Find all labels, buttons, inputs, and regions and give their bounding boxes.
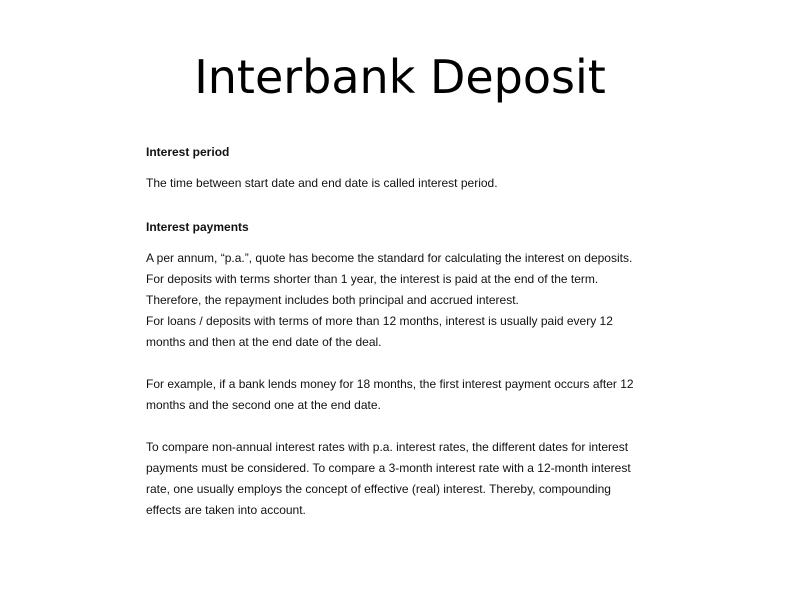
heading-interest-period: Interest period bbox=[146, 145, 230, 159]
spacer bbox=[146, 162, 666, 173]
text-line: months and then at the end date of the deal. bbox=[146, 335, 382, 349]
spacer bbox=[146, 416, 666, 437]
text-line: To compare non-annual interest rates with p.a. interest rates, the different dates for interest bbox=[146, 440, 629, 454]
spacer bbox=[146, 353, 666, 374]
text-line: effects are taken into account. bbox=[146, 503, 306, 517]
paragraph-example bbox=[146, 374, 666, 416]
slide-title: Interbank Deposit bbox=[194, 50, 606, 104]
text-line: A per annum, “p.a.”, quote has become the standard for calculating the interest on deposits. bbox=[146, 251, 633, 265]
paragraph-per-annum bbox=[146, 248, 666, 353]
text-line: payments must be considered. To compare a 3-month interest rate with a 12-month interest bbox=[146, 461, 631, 475]
paragraph-interest-period bbox=[146, 173, 666, 194]
spacer bbox=[146, 237, 666, 248]
text-line: months and the second one at the end date. bbox=[146, 398, 381, 412]
text-line: The time between start date and end date is called interest period. bbox=[146, 176, 498, 190]
text-line: Therefore, the repayment includes both principal and accrued interest. bbox=[146, 293, 519, 307]
text-line: For loans / deposits with terms of more than 12 months, interest is usually paid every 12 bbox=[146, 314, 613, 328]
text-line: For example, if a bank lends money for 18 months, the first interest payment occurs after 12 bbox=[146, 377, 634, 391]
document-body bbox=[146, 142, 666, 521]
text-line: rate, one usually employs the concept of effective (real) interest. Thereby, compounding bbox=[146, 482, 611, 496]
spacer bbox=[146, 194, 666, 217]
text-line: For deposits with terms shorter than 1 year, the interest is paid at the end of the term. bbox=[146, 272, 599, 286]
paragraph-compare-rates bbox=[146, 437, 666, 521]
heading-interest-payments: Interest payments bbox=[146, 220, 249, 234]
